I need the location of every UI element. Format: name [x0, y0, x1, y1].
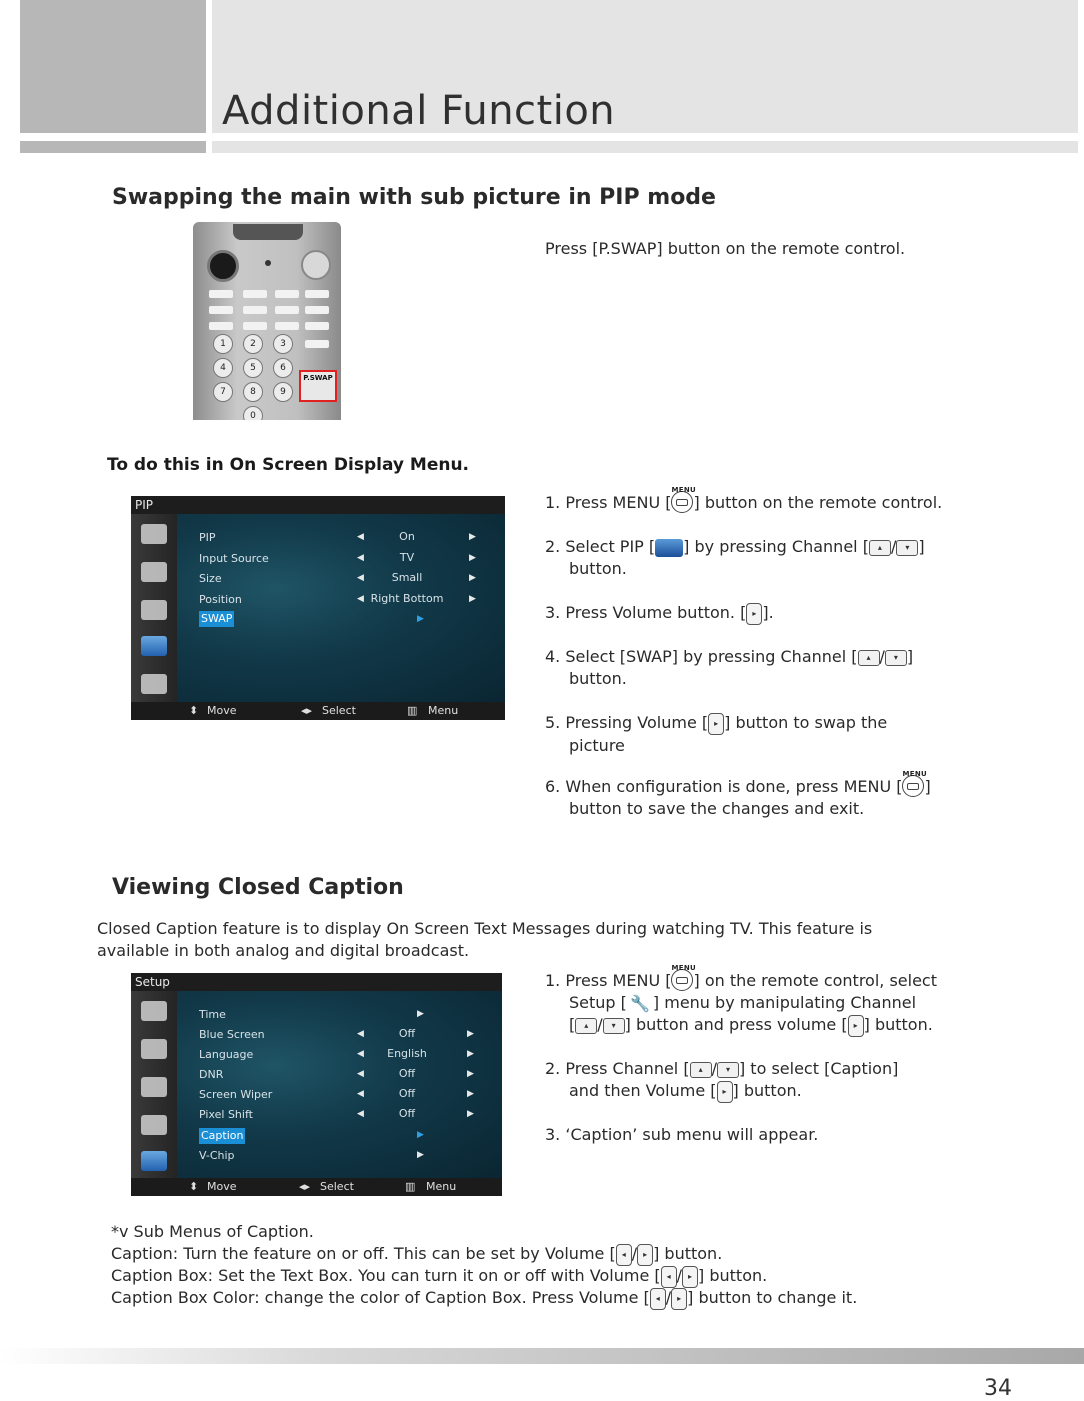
osd-row-label: Pixel Shift: [199, 1108, 253, 1121]
number-key: 5: [243, 358, 263, 378]
speaker-icon: [141, 600, 167, 620]
volume-left-icon: ◂: [616, 1244, 632, 1266]
osd-row-value: Off: [398, 1087, 416, 1100]
menu-icon: ▥: [407, 704, 418, 717]
header-left-block: [20, 0, 206, 133]
swap-heading: Swapping the main with sub picture in PIP mode: [112, 185, 716, 210]
osd-row-value: English: [387, 1047, 427, 1060]
swap-step-4: 4. Select [SWAP] by pressing Channel [ ▴ / ▾ ] button.: [545, 647, 914, 688]
footer-select: Select: [322, 704, 356, 717]
page-title: Additional Function: [222, 88, 616, 134]
osd-title: PIP: [131, 496, 505, 514]
channel-down-icon: ▾: [717, 1062, 739, 1078]
volume-button-icon: ▸: [717, 1081, 733, 1103]
wrench-icon: [141, 1151, 167, 1171]
updown-icon: ⬍: [189, 704, 199, 717]
header-left-bar: [20, 141, 206, 153]
number-key: 2: [243, 334, 263, 354]
right-arrow-icon: ▶: [467, 1029, 474, 1039]
volume-left-icon: ◂: [650, 1288, 666, 1310]
osd-row-value: Small: [391, 571, 423, 584]
footer-menu: Menu: [426, 1180, 457, 1193]
osd-row-label: PIP: [199, 531, 216, 544]
swap-step-1: 1. Press MENU [ MENU ] button on the remote control.: [545, 485, 943, 512]
header-right-bar: [212, 141, 1078, 153]
osd-row-label-selected: SWAP: [201, 612, 233, 625]
right-arrow-icon: ▶: [417, 1130, 424, 1140]
caption-intro-line2: available in both analog and digital broadcast.: [97, 941, 470, 960]
menu-button-icon: MENU: [671, 491, 693, 513]
channel-up-icon: ▴: [869, 540, 891, 556]
sound-effect-icon: [141, 1039, 167, 1059]
left-arrow-icon: ◀: [357, 594, 364, 604]
osd-row-value: Right Bottom: [370, 592, 444, 605]
osd-row-label: Screen Wiper: [199, 1088, 273, 1101]
footer-bar: [0, 1348, 1084, 1364]
swap-step-3: 3. Press Volume button. [ ▸ ].: [545, 602, 985, 625]
right-arrow-icon: ▶: [469, 573, 476, 583]
right-arrow-icon: ▶: [467, 1069, 474, 1079]
right-arrow-icon: ▶: [469, 532, 476, 542]
right-arrow-icon: ▶: [467, 1089, 474, 1099]
menu-button-icon: MENU: [902, 775, 924, 797]
pip-icon: [141, 1115, 167, 1135]
picture-icon: [141, 1001, 167, 1021]
sub-menu-line: Caption Box Color: change the color of Caption Box. Press Volume [ ◂ / ▸ ] button to change it.: [111, 1287, 857, 1310]
swap-step-2: 2. Select PIP [ ] by pressing Channel [ ▴ / ▾ ] button.: [545, 537, 925, 578]
left-arrow-icon: ◀: [357, 573, 364, 583]
footer-move: Move: [207, 1180, 237, 1193]
right-arrow-icon: ▶: [469, 594, 476, 604]
left-arrow-icon: ◀: [357, 1069, 364, 1079]
pip-icon: [141, 636, 167, 656]
osd-row-label: Size: [199, 572, 222, 585]
osd-row-label: V-Chip: [199, 1149, 235, 1162]
leftright-icon: ◂▸: [301, 704, 313, 717]
caption-intro-line1: Closed Caption feature is to display On Screen Text Messages during watching TV. This feature is: [97, 919, 873, 938]
osd-row-value: Off: [398, 1107, 416, 1120]
osd-row-value: Off: [398, 1067, 416, 1080]
osd-row-value: Off: [398, 1027, 416, 1040]
osd-row-label: Position: [199, 593, 242, 606]
left-arrow-icon: ◀: [357, 532, 364, 542]
left-arrow-icon: ◀: [357, 1029, 364, 1039]
volume-left-icon: ◂: [661, 1266, 677, 1288]
right-arrow-icon: ▶: [467, 1109, 474, 1119]
number-key: 6: [273, 358, 293, 378]
sub-menu-line: Caption Box: Set the Text Box. You can turn it on or off with Volume [ ◂ / ▸ ] button.: [111, 1265, 767, 1288]
right-arrow-icon: ▶: [469, 553, 476, 563]
sound-effect-icon: [141, 562, 167, 582]
osd-row-label: Language: [199, 1048, 254, 1061]
sub-menu-line: Caption: Turn the feature on or off. This can be set by Volume [ ◂ / ▸ ] button.: [111, 1243, 722, 1266]
menu-icon: ▥: [405, 1180, 416, 1193]
caption-heading: Viewing Closed Caption: [112, 875, 404, 900]
menu-button-icon: MENU: [671, 969, 693, 991]
number-key: 7: [213, 382, 233, 402]
osd-row-label: Input Source: [199, 552, 269, 565]
leftright-icon: ◂▸: [299, 1180, 311, 1193]
number-key: 8: [243, 382, 263, 402]
channel-up-icon: ▴: [690, 1062, 712, 1078]
caption-step-2: 2. Press Channel [ ▴ / ▾ ] to select [Caption] and then Volume [ ▸ ] button.: [545, 1058, 985, 1103]
pswap-button-highlight: P.SWAP: [299, 370, 337, 402]
right-arrow-icon: ▶: [417, 614, 424, 624]
wrench-icon: 🔧: [629, 993, 650, 1013]
power-button-icon: [207, 250, 239, 282]
osd-title: Setup: [131, 973, 502, 991]
channel-up-icon: ▴: [858, 650, 880, 666]
osd-row-label-selected: Caption: [201, 1129, 244, 1142]
channel-down-icon: ▾: [885, 650, 907, 666]
mute-button-icon: [301, 250, 331, 280]
picture-icon: [141, 524, 167, 544]
left-arrow-icon: ◀: [357, 1089, 364, 1099]
caption-step-3: 3. ‘Caption’ sub menu will appear.: [545, 1125, 819, 1144]
updown-icon: ⬍: [189, 1180, 199, 1193]
channel-down-icon: ▾: [896, 540, 918, 556]
osd-row-label: Blue Screen: [199, 1028, 265, 1041]
right-arrow-icon: ▶: [467, 1049, 474, 1059]
swap-step-5: 5. Pressing Volume [ ▸ ] button to swap the picture: [545, 713, 888, 755]
osd-subheading: To do this in On Screen Display Menu.: [107, 455, 470, 475]
channel-down-icon: ▾: [603, 1018, 625, 1034]
left-arrow-icon: ◀: [357, 553, 364, 563]
number-key: 1: [213, 334, 233, 354]
right-arrow-icon: ▶: [417, 1009, 424, 1019]
right-arrow-icon: ▶: [417, 1150, 424, 1160]
caption-step-1: 1. Press MENU [ MENU ] on the remote control, select Setup [ 🔧 ] menu by manipulating Channel [ ▴ / ▾ ] button and press volume [ ▸ ] button.: [545, 970, 985, 1037]
number-key: 3: [273, 334, 293, 354]
number-key: 4: [213, 358, 233, 378]
osd-pip-menu: [131, 496, 505, 720]
footer-select: Select: [320, 1180, 354, 1193]
osd-row-value: On: [399, 530, 415, 543]
volume-button-icon: ▸: [746, 603, 762, 625]
number-key: 0: [243, 406, 263, 420]
osd-row-value: TV: [399, 551, 415, 564]
speaker-icon: [141, 1077, 167, 1097]
footer-menu: Menu: [428, 704, 459, 717]
pip-menu-icon: [655, 539, 683, 557]
left-arrow-icon: ◀: [357, 1109, 364, 1119]
page-number: 34: [984, 1376, 1012, 1401]
volume-right-icon: ▸: [682, 1266, 698, 1288]
wrench-icon: [141, 674, 167, 694]
swap-instruction: Press [P.SWAP] button on the remote control.: [545, 239, 906, 258]
swap-step-6: 6. When configuration is done, press MENU [ MENU ] button to save the changes and exit.: [545, 769, 931, 818]
number-key: 9: [273, 382, 293, 402]
osd-row-label: Time: [199, 1008, 226, 1021]
volume-right-icon: ▸: [671, 1288, 687, 1310]
channel-up-icon: ▴: [575, 1018, 597, 1034]
osd-row-label: DNR: [199, 1068, 224, 1081]
left-arrow-icon: ◀: [357, 1049, 364, 1059]
volume-button-icon: ▸: [848, 1015, 864, 1037]
volume-button-icon: ▸: [708, 713, 724, 735]
remote-control-image: [193, 222, 341, 420]
osd-setup-menu: [131, 973, 502, 1196]
footer-move: Move: [207, 704, 237, 717]
volume-right-icon: ▸: [637, 1244, 653, 1266]
sub-menus-title: *v Sub Menus of Caption.: [111, 1222, 314, 1241]
